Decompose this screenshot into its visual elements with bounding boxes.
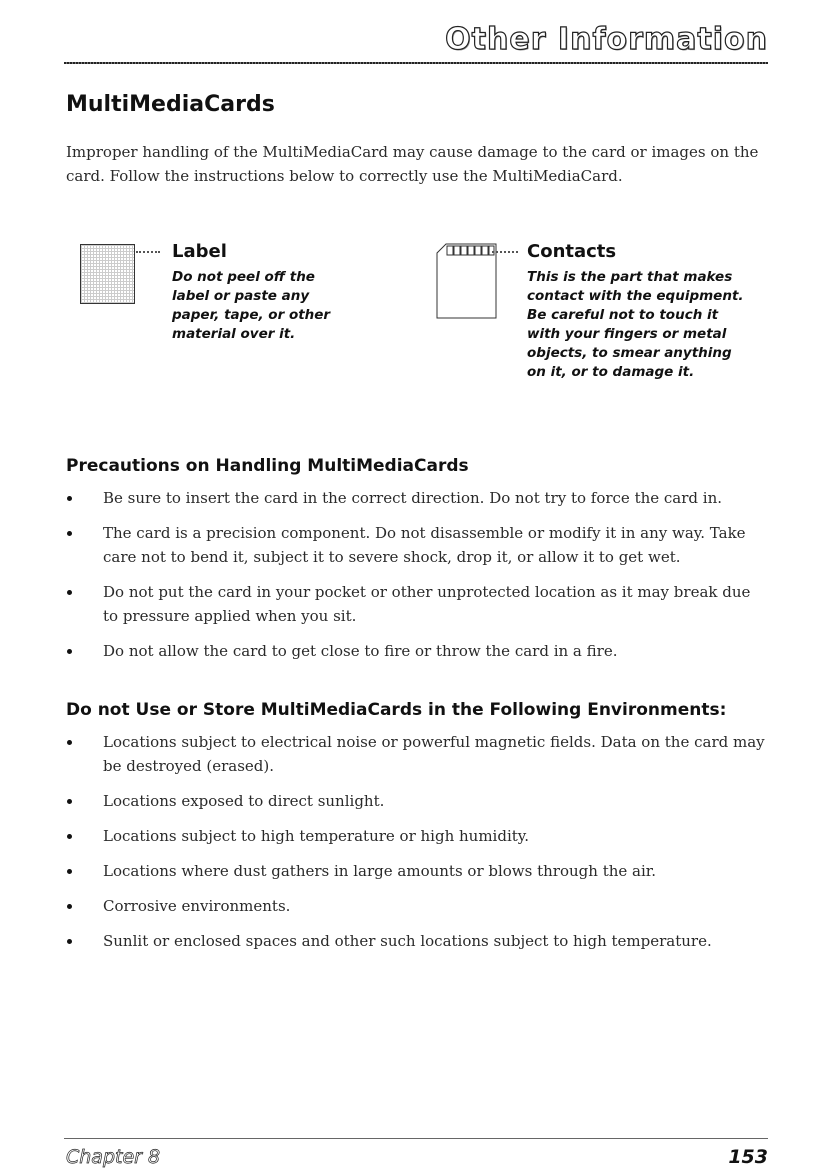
bullet-icon [67,834,72,839]
bullet-icon [67,799,72,804]
contacts-callout-line: objects, to smear anything [527,345,732,361]
list-item [66,486,766,510]
label-callout-heading: Label [172,241,227,262]
bullet-icon [67,649,72,654]
card-diagram [0,0,830,400]
environments-list [66,730,766,964]
page-header-title: Other Information [445,22,768,57]
list-item [66,730,766,778]
list-item-text: Locations exposed to direct sunlight. [103,792,385,810]
precautions-heading: Precautions on Handling MultiMediaCards [66,456,469,476]
list-item [66,639,766,663]
precautions-list [66,486,766,674]
label-leader-line [136,251,160,253]
list-item-text: Locations where dust gathers in large amounts or blows through the air. [103,862,657,880]
list-item-text: Be sure to insert the card in the correct direction. Do not try to force the card in. [103,489,723,507]
bullet-icon [67,590,72,595]
bullet-icon [67,531,72,536]
contacts-leader-line [492,251,518,253]
bullet-icon [67,869,72,874]
label-callout-text [172,268,330,344]
label-callout-line: Do not peel off the [172,269,315,285]
bullet-icon [67,939,72,944]
contacts-callout-line: on it, or to damage it. [527,364,695,380]
bullet-icon [67,740,72,745]
environments-heading: Do not Use or Store MultiMediaCards in the Following Environments: [66,700,727,720]
contacts-callout-line: This is the part that makes [527,269,733,285]
contacts-callout-heading: Contacts [527,241,617,262]
list-item [66,859,766,883]
list-item [66,789,766,813]
intro-paragraph: Improper handling of the MultiMediaCard may cause damage to the card or images on the card. Follow the instructions below to correctly use the MultiMediaCard. [66,143,759,185]
list-item-text: Corrosive environments. [103,897,291,915]
list-item-text: Sunlit or enclosed spaces and other such locations subject to high temperature. [103,932,712,950]
label-callout-line: label or paste any [172,288,310,304]
bullet-icon [67,904,72,909]
bullet-icon [67,496,72,501]
list-item [66,824,766,848]
label-callout-line: paper, tape, or other [172,307,331,323]
card-label-illustration [80,244,135,304]
list-item [66,929,766,953]
card-contacts-illustration [436,243,498,319]
footer-divider [64,1138,768,1139]
list-item [66,894,766,918]
list-item [66,580,766,628]
page-number: 153 [728,1146,768,1168]
list-item-text: Locations subject to electrical noise or powerful magnetic fields. Data on the card may be destroyed (erased). [103,733,765,775]
list-item-text: Do not put the card in your pocket or other unprotected location as it may break due to pressure applied when you sit. [103,583,751,625]
label-callout-line: material over it. [172,326,296,342]
footer-chapter: Chapter 8 [66,1146,161,1168]
contacts-callout-line: Be careful not to touch it [527,307,719,323]
section-title: MultiMediaCards [66,92,275,117]
list-item-text: Do not allow the card to get close to fire or throw the card in a fire. [103,642,618,660]
contacts-callout-line: with your fingers or metal [527,326,727,342]
contacts-callout-text [527,268,744,382]
contacts-callout-line: contact with the equipment. [527,288,744,304]
list-item [66,521,766,569]
list-item-text: Locations subject to high temperature or high humidity. [103,827,530,845]
list-item-text: The card is a precision component. Do not disassemble or modify it in any way. Take care not to bend it, subject it to severe shock, drop it, or allow it to get wet. [103,524,746,566]
